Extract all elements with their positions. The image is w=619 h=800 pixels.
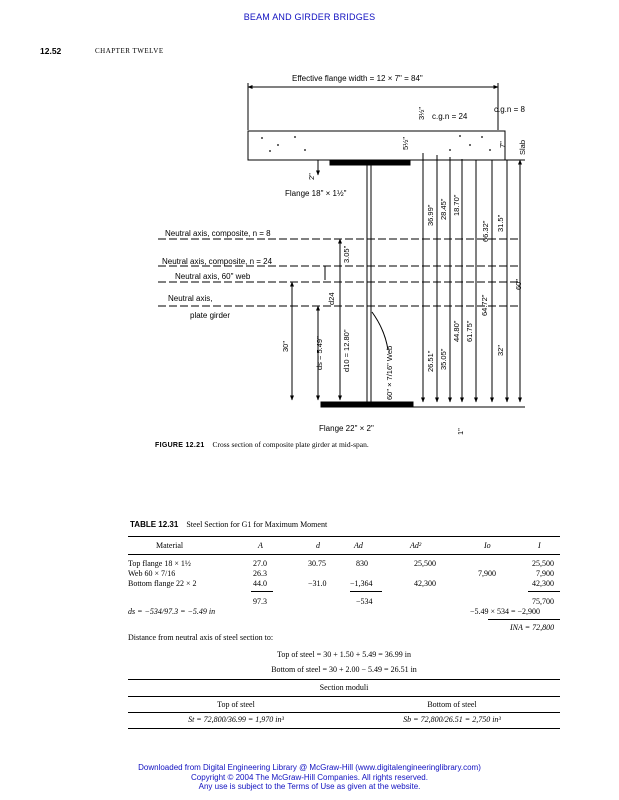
web-label: 60" × 7/16" Web [385,345,394,400]
row1-i: 25,500 [532,559,554,568]
table-caption-label: TABLE 12.31 [130,520,179,529]
row3-ad: −1,364 [350,579,373,588]
sm-top-heading: Top of steel [217,700,255,709]
row3-a: 44.0 [253,579,267,588]
bottom-flange-shape [321,402,413,407]
dim-2: 2" [307,173,316,180]
v-61-75: 61.75" [465,320,474,342]
na-plate-label-1: Neutral axis, [168,294,213,303]
v-18-70: 18.70" [452,194,461,216]
distance-heading: Distance from neutral axis of steel section to: [128,633,274,642]
sm-bottom-value: Sb = 72,800/26.51 = 2,750 in³ [403,715,501,724]
na-comp8-label: Neutral axis, composite, n = 8 [165,229,271,238]
row1-material: Top flange 18 × 1½ [128,559,191,568]
v-60: 60" [514,278,523,290]
d24-label: d24 [327,292,336,305]
v-1: 1" [456,428,465,435]
d30-label: 30" [281,340,290,352]
na-comp24-label: Neutral axis, composite, n = 24 [162,257,273,266]
cgn8-label: c.g.n = 8 [494,105,525,114]
ds-correction: −5.49 × 534 = −2,900 [470,607,541,616]
top-flange-label: Flange 18" × 1½" [285,189,347,198]
footer-line-1[interactable]: Downloaded from Digital Engineering Library @ McGraw-Hill (www.digitalengineeringlibrary.com) [138,763,481,772]
page-number: 12.52 [40,46,62,56]
top-flange-shape [330,160,410,165]
running-head: BEAM AND GIRDER BRIDGES [243,12,376,22]
header-io: Io [484,541,491,550]
v-44-80: 44.80" [452,320,461,342]
section-moduli-heading: Section moduli [319,683,369,692]
d10-label: d10 = 12.80" [342,329,351,372]
table-caption-text: Steel Section for G1 for Maximum Moment [186,520,328,529]
figure-caption [155,440,369,449]
footer [0,763,619,792]
row3-d: −31.0 [308,579,327,588]
row1-ad2: 25,500 [414,559,436,568]
na-plate-label-2: plate girder [190,311,231,320]
v-64-72: 64.72" [480,294,489,316]
figure-caption-text: Cross section of composite plate girder at mid-span. [212,440,369,449]
effective-width-label: Effective flange width = 12 × 7" = 84" [292,74,423,83]
row2-i: 7,900 [536,569,554,578]
na-web-label: Neutral axis, 60" web [175,272,251,281]
header-ad2: Ad² [410,541,422,550]
slab-shape [248,131,505,160]
bottom-flange-label: Flange 22" × 2" [319,424,374,433]
v-36-99: 36.99" [426,204,435,226]
figure-caption-label: FIGURE 12.21 [155,442,205,449]
top-of-steel: Top of steel = 30 + 1.50 + 5.49 = 36.99 in [277,650,411,659]
dim-7: 7" [498,141,507,148]
dim-5-5: 5½" [401,136,410,150]
header-d: d [316,541,320,550]
v-66-32: 66.32" [481,220,490,242]
footer-line-3[interactable]: Any use is subject to the Terms of Use as given at the website. [198,782,421,791]
row2-io: 7,900 [478,569,496,578]
slab-label: Slab [518,139,527,155]
row1-ad: 830 [356,559,368,568]
row2-a: 26.3 [253,569,267,578]
table-caption [130,520,327,529]
chapter-title: CHAPTER TWELVE [95,47,164,55]
row2-material: Web 60 × 7/16 [128,569,176,578]
sum-ad: −534 [356,597,373,606]
footer-line-2: Copyright © 2004 The McGraw-Hill Companies. All rights reserved. [191,772,428,782]
v-28-45: 28.45" [439,198,448,220]
bottom-of-steel: Bottom of steel = 30 + 2.00 − 5.49 = 26.51 in [271,665,417,674]
ds-calc: ds = −534/97.3 = −5.49 in [128,607,216,616]
header-i: I [538,541,541,550]
dim-3-5: 3½" [417,106,426,120]
v-35-05: 35.05" [439,348,448,370]
web-shape [367,165,371,402]
sm-top-value: St = 72,800/36.99 = 1,970 in³ [188,715,284,724]
v-26-51: 26.51" [426,350,435,372]
ds-label: ds = 5.49" [315,336,324,370]
row1-a: 27.0 [253,559,267,568]
d-3-05: 3.05" [342,245,351,263]
v-31-5: 31.5" [496,214,505,232]
header-a: A [258,541,263,550]
concrete-hatch [261,135,491,152]
row3-ad2: 42,300 [414,579,436,588]
header-ad: Ad [354,541,363,550]
sum-a: 97.3 [253,597,267,606]
v-32: 32" [496,344,505,356]
inx-value: INA = 72,800 [510,623,555,632]
sm-bottom-heading: Bottom of steel [427,700,477,709]
row3-i: 42,300 [532,579,554,588]
header-material: Material [156,541,184,550]
sum-i: 75,700 [532,597,554,606]
row3-material: Bottom flange 22 × 2 [128,579,197,588]
cgn24-label: c.g.n = 24 [432,112,468,121]
row1-d: 30.75 [308,559,326,568]
